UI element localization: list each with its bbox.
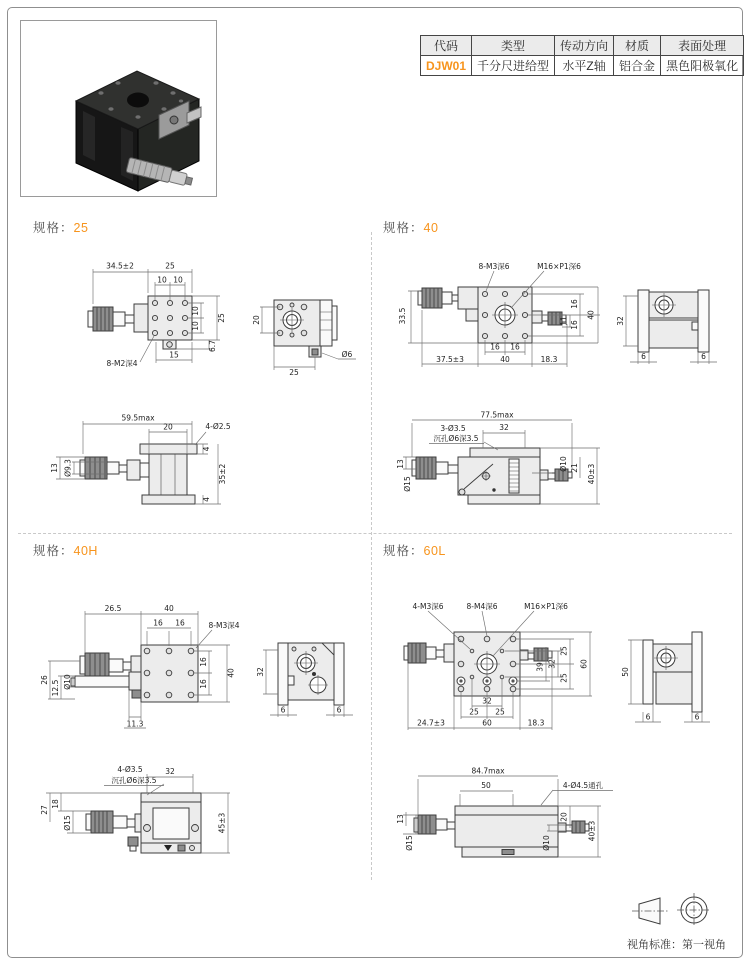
micrometer (418, 287, 478, 321)
dim-label: Ø15 (63, 815, 72, 831)
dim-label: 15 (169, 350, 179, 360)
stage-front (86, 793, 201, 853)
dim-label: 84.7max (471, 766, 505, 776)
thread-callout: 8-M3深6 (478, 262, 510, 271)
header-code: 代码 (421, 36, 472, 56)
horizontal-divider (18, 533, 732, 534)
dim-label: 13 (50, 463, 59, 473)
spec40-side-view (614, 278, 726, 370)
spec60L-side-view (618, 622, 730, 737)
micrometer (404, 643, 454, 663)
first-angle-target-icon (676, 892, 712, 928)
dim-label: 40±3 (587, 820, 597, 842)
product-photo-box (20, 20, 217, 197)
value-code: DJW01 (421, 56, 472, 76)
dim-label: 12.5 (51, 679, 60, 697)
dim-label: 10 (191, 321, 200, 331)
thread-callout: M16×P1深6 (524, 602, 568, 611)
spec40-top-view (394, 254, 616, 381)
counterbore-callout: 沉孔Ø6深3.5 (111, 776, 157, 785)
spec25-front-view (50, 408, 242, 526)
dim-label: 16 (570, 299, 579, 309)
projection-standard-label: 视角标准： (627, 939, 682, 951)
dim-label: 16 (510, 342, 520, 352)
dim-label: 32 (616, 316, 625, 326)
thread-callout: 8-M3深4 (208, 621, 240, 630)
spec40H-top-view (40, 598, 252, 730)
spec-table-header-row (421, 36, 744, 56)
dim-label: 13 (396, 459, 405, 469)
dim-label: 25 (289, 368, 299, 377)
dim-label: Ø15 (403, 476, 412, 492)
dim-label: 77.5max (480, 410, 514, 420)
section-size: 40H (73, 544, 98, 558)
section-prefix: 规格： (33, 221, 74, 235)
section-prefix: 规格： (33, 544, 74, 558)
dim-label: 35±2 (218, 463, 227, 485)
dim-label: Ø10 (542, 835, 551, 851)
vertical-divider (371, 232, 372, 880)
dim-label: 16 (153, 618, 163, 628)
dim-label: 6 (336, 705, 342, 715)
projection-standard-value: 第一视角 (682, 939, 726, 951)
dim-label: 13 (396, 814, 405, 824)
dim-label: 11.3 (126, 719, 144, 729)
stage-side (638, 290, 709, 352)
thread-callout: 4-M3深6 (412, 602, 444, 611)
dim-label: 16 (490, 342, 500, 352)
dim-label: 16 (175, 618, 185, 628)
stage-side (278, 643, 344, 705)
dim-label: 4 (202, 446, 211, 452)
spec25-top-view (44, 256, 256, 380)
dim-label: 60 (579, 659, 589, 669)
dim-label: 32 (256, 667, 265, 677)
dim-label: 32 (547, 659, 557, 669)
dim-label: 27 (40, 805, 49, 815)
section-prefix: 规格： (383, 221, 424, 235)
dim-label: 10 (191, 306, 200, 316)
dim-label: 10 (173, 275, 183, 285)
dim-label: 18 (51, 799, 60, 809)
dim-label: 50 (481, 781, 491, 790)
dim-label: 16 (199, 657, 208, 667)
dim-label: 10 (157, 275, 167, 285)
dim-label: 25 (559, 673, 569, 683)
dim-label: 6.7 (208, 340, 217, 352)
dim-label: 32 (165, 767, 175, 776)
value-drive-direction: 水平Z轴 (555, 56, 614, 76)
dim-label: 6 (641, 352, 646, 361)
spec40-front-view (398, 408, 616, 526)
dim-label: 20 (252, 315, 261, 325)
dim-label: 32 (482, 696, 492, 706)
spec40H-front-view (40, 755, 242, 875)
dim-label: 40 (586, 310, 596, 320)
hole-callout: 4-Ø4.5通孔 (562, 781, 604, 790)
stage-plate (454, 632, 520, 696)
value-material: 铝合金 (614, 56, 661, 76)
value-type: 千分尺进给型 (472, 56, 555, 76)
spec60L-top-view (394, 594, 626, 741)
stage-side (643, 632, 702, 712)
hole-callout: 4-Ø3.5 (117, 765, 143, 774)
spec-table (420, 35, 744, 76)
first-angle-cone-icon (630, 893, 670, 929)
spec60L-front-view (398, 763, 620, 875)
dim-label: 40±3 (587, 463, 596, 485)
dim-label: Ø10 (63, 674, 72, 690)
section-size: 60L (423, 544, 446, 558)
section-label-40H (33, 541, 98, 559)
section-size: 40 (423, 221, 439, 235)
value-surface: 黑色阳极氧化 (661, 56, 744, 76)
dim-label: 6 (280, 705, 286, 715)
thread-callout: M16×P1深6 (537, 262, 581, 271)
header-drive-direction: 传动方向 (555, 36, 614, 56)
dim-label: 37.5±3 (436, 355, 464, 364)
section-prefix: 规格： (383, 544, 424, 558)
dim-label: 34.5±2 (106, 261, 134, 271)
header-surface: 表面处理 (661, 36, 744, 56)
dim-label: Ø15 (405, 835, 414, 851)
dim-label: 60 (482, 718, 492, 728)
dim-label: 32 (499, 423, 509, 432)
dim-label: 26 (40, 675, 49, 685)
dim-label: 25 (495, 707, 505, 717)
dim-label: Ø6 (341, 350, 353, 359)
hole-callout: 3-Ø3.5 (440, 424, 466, 433)
hole-callout: 4-Ø2.5 (205, 422, 231, 431)
dim-label: 26.5 (104, 604, 122, 613)
micrometer (88, 304, 148, 332)
dim-label: 11 (559, 316, 569, 326)
header-type: 类型 (472, 36, 555, 56)
stage-front (412, 448, 572, 504)
dim-label: 16 (570, 320, 579, 330)
dim-label: 18.3 (527, 718, 545, 728)
stage-plate (478, 287, 532, 343)
dim-label: 20 (559, 812, 569, 822)
dim-label: 25 (165, 261, 175, 271)
thread-callout: 8-M2深4 (106, 359, 138, 368)
dim-label: 45±3 (217, 812, 227, 834)
dim-label: 33.5 (398, 307, 407, 325)
stage-plate (148, 296, 192, 349)
dim-label: 40 (164, 604, 174, 613)
dim-label: 40 (226, 668, 236, 678)
dim-label: 25 (559, 646, 569, 656)
dim-label: 6 (701, 352, 706, 361)
section-label-25 (33, 218, 88, 236)
dim-label: 6 (645, 712, 651, 722)
dim-label: Ø10 (559, 456, 568, 472)
dim-label: 21 (570, 463, 579, 473)
dim-label: 18.3 (540, 355, 558, 364)
dim-label: 24.7±3 (417, 718, 445, 728)
dim-label: 6 (694, 712, 700, 722)
spec40H-side-view (254, 618, 366, 730)
spec25-side-view (252, 286, 364, 378)
dim-label: 59.5max (121, 413, 155, 423)
dim-label: 25 (217, 313, 226, 323)
spec-table-value-row (421, 56, 744, 76)
dim-label: 4 (202, 497, 211, 502)
dim-label: Ø9.3 (63, 459, 73, 477)
stage-plate (141, 645, 198, 702)
projection-standard (627, 936, 726, 952)
micrometer (71, 653, 142, 698)
dim-label: 25 (469, 707, 479, 717)
dim-label: 39 (535, 662, 545, 672)
header-material: 材质 (614, 36, 661, 56)
product-photo (21, 21, 216, 196)
dim-label: 50 (621, 667, 630, 677)
dim-label: 40 (500, 355, 510, 364)
stage-side (274, 300, 337, 357)
counterbore-callout: 沉孔Ø6深3.5 (433, 434, 479, 443)
dim-label: 16 (199, 679, 208, 689)
fine-adjust-knob (520, 648, 552, 661)
dim-label: 20 (163, 422, 173, 432)
thread-callout: 8-M4深6 (466, 602, 498, 611)
section-size: 25 (73, 221, 89, 235)
section-label-40 (383, 218, 438, 236)
section-label-60L (383, 541, 446, 559)
